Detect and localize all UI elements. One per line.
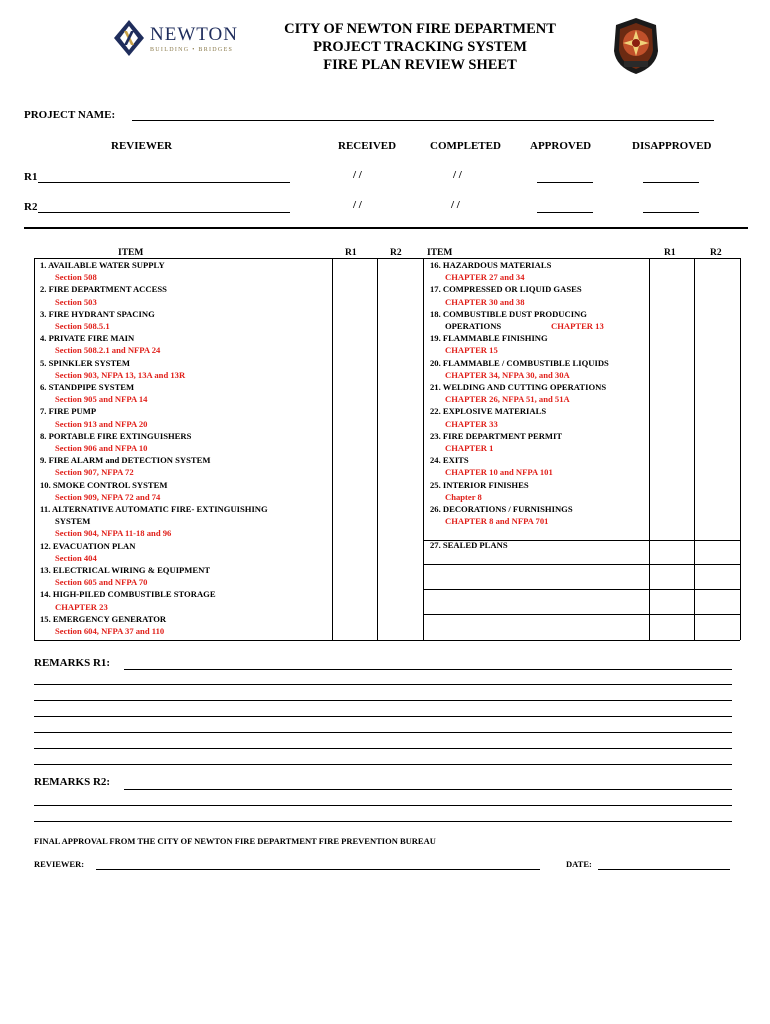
list-item: 10. SMOKE CONTROL SYSTEM Section 909, NFPA 72 and 74	[40, 479, 168, 502]
list-item: 1. AVAILABLE WATER SUPPLY Section 508	[40, 260, 165, 283]
grid-line	[423, 589, 740, 590]
list-item: 19. FLAMMABLE FINISHING CHAPTER 15	[430, 333, 548, 356]
list-item: 20. FLAMMABLE / COMBUSTIBLE LIQUIDS CHAPTER 34, NFPA 30, and 30A	[430, 357, 609, 380]
logo-tagline: BUILDING • BRIDGES	[150, 47, 234, 53]
reviewer-r2-label: R2	[24, 201, 38, 213]
grid-header-r2-right: R2	[710, 248, 722, 258]
remarks-r2-label: REMARKS R2:	[34, 776, 111, 788]
reviewer-signature-line[interactable]	[96, 869, 540, 870]
fire-department-badge-icon	[612, 17, 660, 75]
list-item: 21. WELDING AND CUTTING OPERATIONS CHAPTER 26, NFPA 51, and 51A	[430, 382, 607, 405]
list-item: 3. FIRE HYDRANT SPACING Section 508.5.1	[40, 308, 155, 332]
list-item: 7. FIRE PUMP Section 913 and NFPA 20	[40, 406, 148, 429]
col-reviewer: REVIEWER	[111, 140, 173, 152]
col-completed: COMPLETED	[430, 140, 501, 152]
list-item: 26. DECORATIONS / FURNISHINGS CHAPTER 8 and NFPA 701	[430, 504, 573, 527]
remarks-r1-label: REMARKS R1:	[34, 657, 111, 669]
items-left-list	[40, 259, 268, 637]
remarks-r1-line[interactable]	[34, 748, 732, 749]
project-name-label: PROJECT NAME:	[24, 109, 116, 121]
list-item: 16. HAZARDOUS MATERIALS CHAPTER 27 and 34	[430, 260, 552, 283]
logo-wordmark: NEWTON	[150, 24, 238, 45]
remarks-r1-line[interactable]	[34, 700, 732, 701]
grid-header-item: ITEM	[118, 248, 144, 258]
list-item: 23. FIRE DEPARTMENT PERMIT CHAPTER 1	[430, 430, 563, 454]
remarks-r2-line[interactable]	[34, 805, 732, 806]
date-label: DATE:	[566, 859, 592, 869]
list-item: 4. PRIVATE FIRE MAIN Section 508.2.1 and NFPA 24	[40, 333, 161, 356]
list-item: 12. EVACUATION PLAN Section 404	[40, 540, 136, 563]
grid-line	[740, 258, 741, 640]
list-item: 17. COMPRESSED OR LIQUID GASES CHAPTER 30 and 38	[430, 284, 582, 307]
list-item: 13. ELECTRICAL WIRING & EQUIPMENT Section 605 and NFPA 70	[40, 565, 211, 588]
grid-line	[332, 258, 333, 640]
remarks-r1-line[interactable]	[34, 716, 732, 717]
list-item: 22. EXPLOSIVE MATERIALS CHAPTER 33	[430, 406, 547, 429]
title-line: CITY OF NEWTON FIRE DEPARTMENT	[284, 21, 556, 37]
grid-header-item-right: ITEM	[427, 248, 453, 258]
r2-received-date[interactable]: / /	[353, 199, 362, 211]
reviewer-r2-name-line[interactable]	[38, 212, 290, 213]
list-item: 24. EXITS CHAPTER 10 and NFPA 101	[430, 455, 553, 478]
remarks-r1-line[interactable]	[34, 764, 732, 765]
project-name-line[interactable]	[132, 120, 714, 121]
final-approval-text: FINAL APPROVAL FROM THE CITY OF NEWTON FIRE DEPARTMENT FIRE PREVENTION BUREAU	[34, 836, 436, 846]
list-item: 2. FIRE DEPARTMENT ACCESS Section 503	[40, 284, 167, 307]
date-line[interactable]	[598, 869, 730, 870]
r1-completed-date[interactable]: / /	[453, 169, 462, 181]
remarks-r1-line[interactable]	[124, 669, 732, 670]
page-title	[250, 20, 590, 74]
grid-header-r1: R1	[345, 248, 357, 258]
list-item: 15. EMERGENCY GENERATOR Section 604, NFPA 37 and 110	[40, 613, 167, 637]
list-item: 25. INTERIOR FINISHES Chapter 8	[430, 479, 529, 502]
list-item: 14. HIGH-PILED COMBUSTIBLE STORAGE CHAPTER 23	[40, 589, 216, 612]
remarks-r2-line[interactable]	[34, 821, 732, 822]
list-item: 9. FIRE ALARM and DETECTION SYSTEM Section 907, NFPA 72	[40, 455, 211, 478]
list-item: 5. SPINKLER SYSTEM Section 903, NFPA 13, 13A and 13R	[40, 357, 186, 380]
newton-logo-mark-icon	[112, 18, 146, 58]
remarks-r1-line[interactable]	[34, 732, 732, 733]
reviewer-signature-label: REVIEWER:	[34, 859, 85, 869]
reviewer-r1-name-line[interactable]	[38, 182, 290, 183]
grid-header-r1-right: R1	[664, 248, 676, 258]
col-received: RECEIVED	[338, 140, 397, 152]
grid-line	[423, 258, 424, 640]
grid-header-r2: R2	[390, 248, 402, 258]
r1-received-date[interactable]: / /	[353, 169, 362, 181]
r2-disapproved-line[interactable]	[643, 212, 699, 213]
list-item: 6. STANDPIPE SYSTEM Section 905 and NFPA 14	[40, 382, 148, 405]
grid-line	[423, 564, 740, 565]
r2-completed-date[interactable]: / /	[451, 199, 460, 211]
list-item: 18. COMBUSTIBLE DUST PRODUCING OPERATIONS CHAPTER 13	[430, 308, 604, 332]
newton-logo	[112, 18, 242, 58]
title-line: PROJECT TRACKING SYSTEM	[313, 39, 527, 55]
reviewer-r1-label: R1	[24, 171, 38, 183]
grid-line	[377, 258, 378, 640]
r2-approved-line[interactable]	[537, 212, 593, 213]
section-divider	[24, 227, 748, 229]
r1-approved-line[interactable]	[537, 182, 593, 183]
project-name-field[interactable]	[24, 109, 115, 121]
r1-disapproved-line[interactable]	[643, 182, 699, 183]
remarks-r2-line[interactable]	[124, 789, 732, 790]
items-right-list	[430, 259, 609, 552]
list-item: 8. PORTABLE FIRE EXTINGUISHERS Section 906 and NFPA 10	[40, 430, 192, 454]
title-line: FIRE PLAN REVIEW SHEET	[323, 57, 517, 73]
col-disapproved: DISAPPROVED	[632, 140, 712, 152]
grid-line	[649, 258, 650, 640]
grid-line	[423, 614, 740, 615]
col-approved: APPROVED	[530, 140, 592, 152]
grid-line	[694, 258, 695, 640]
remarks-r1-line[interactable]	[34, 684, 732, 685]
list-item: 27. SEALED PLANS	[430, 540, 508, 551]
grid-line	[34, 258, 35, 640]
list-item: 11. ALTERNATIVE AUTOMATIC FIRE- EXTINGUISHING SYSTEM Section 904, NFPA 11-18 and 96	[40, 504, 268, 539]
